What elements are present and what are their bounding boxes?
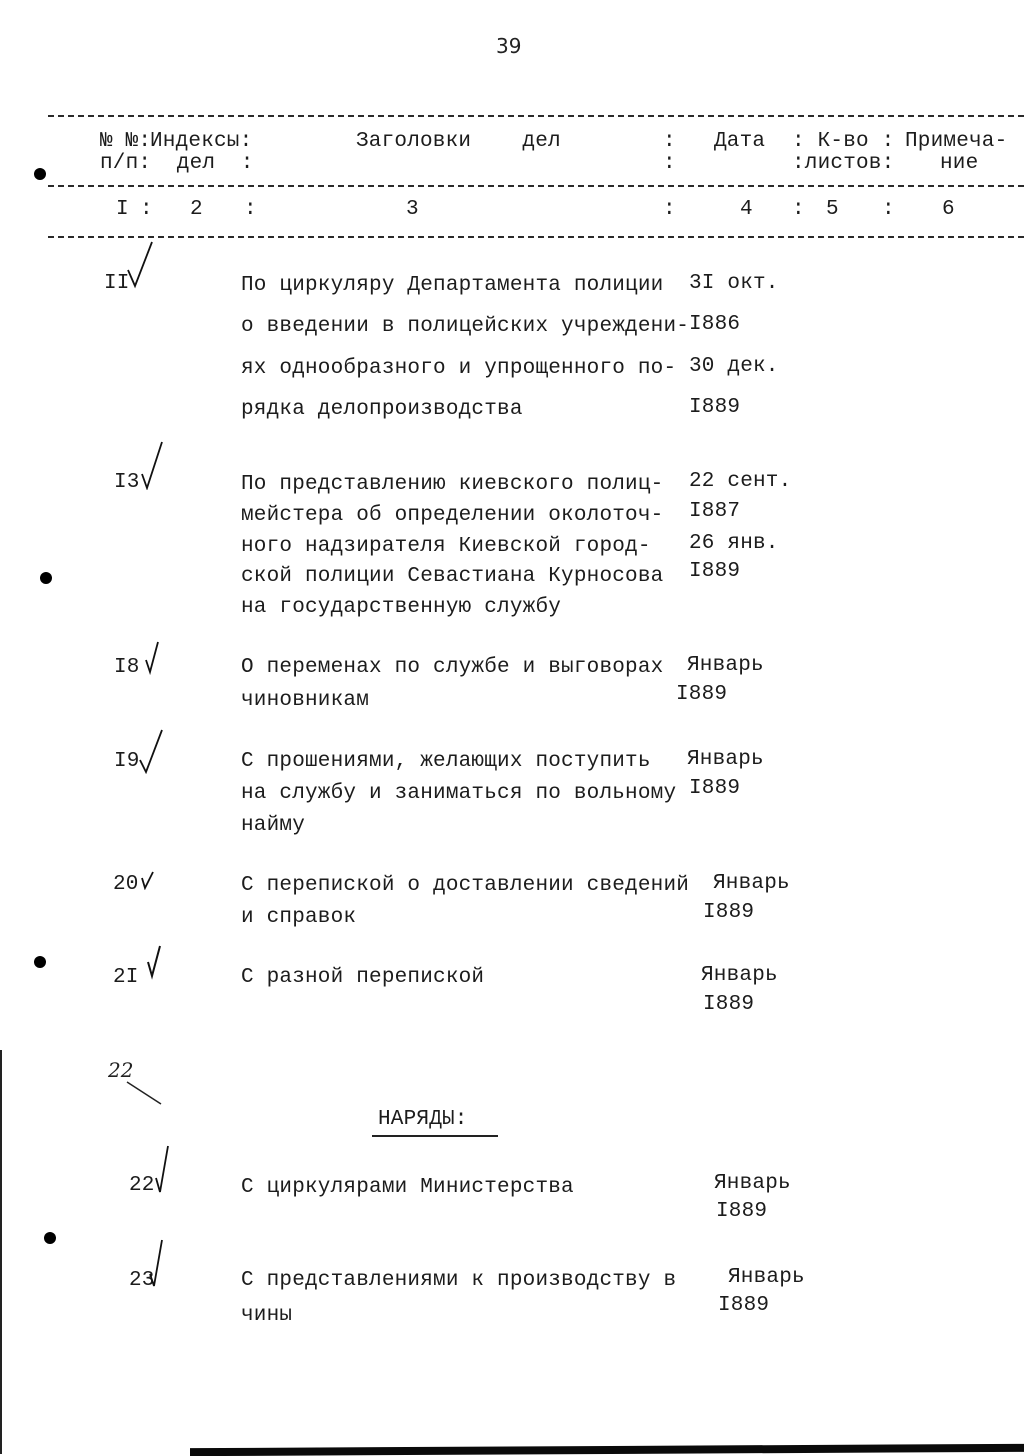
entry-title-line: найму	[241, 814, 306, 837]
scan-edge-bottom	[190, 1444, 1024, 1456]
checkmark-icon	[138, 728, 166, 774]
col-separator: :	[882, 198, 895, 221]
entry-date-line: Январь	[728, 1266, 805, 1289]
entry-date-line: 30 дек.	[689, 355, 779, 378]
entry-date-line: I887	[689, 500, 741, 523]
strikethrough-icon	[106, 1060, 167, 1113]
entry-title-line: С перепиской о доставлении сведений	[241, 874, 690, 897]
col-number-1: I	[116, 198, 129, 221]
entry-title-line: на государственную службу	[241, 596, 562, 619]
entry-date-line: Январь	[701, 964, 778, 987]
col-number-5: 5	[826, 198, 839, 221]
entry-title-line: о введении в полицейских учреждени-	[241, 315, 690, 338]
entry-number: 23	[129, 1269, 155, 1292]
entry-number: I9	[114, 750, 140, 773]
header-col5-line1: : К-во :	[792, 130, 895, 153]
entry-date-line: Январь	[713, 872, 790, 895]
entry-number: 22	[129, 1174, 155, 1197]
entry-title-line: рядка делопроизводства	[241, 398, 523, 421]
entry-date-line: Январь	[687, 654, 764, 677]
entry-title-line: По представлению киевского полиц-	[241, 473, 664, 496]
checkmark-icon	[154, 1144, 172, 1194]
entry-date-line: 26 янв.	[689, 532, 779, 555]
section-heading: НАРЯДЫ:	[378, 1108, 468, 1131]
entry-number: I8	[114, 656, 140, 679]
checkmark-icon	[126, 240, 156, 290]
header-col3-title: Заголовки дел	[356, 130, 561, 153]
entry-number: 20	[113, 873, 139, 896]
section-heading-underline	[372, 1135, 498, 1137]
header-col1-line2: п/п:	[100, 152, 152, 175]
checkmark-icon	[140, 440, 166, 490]
entry-title-line: ного надзирателя Киевской город-	[241, 535, 651, 558]
col-separator: :	[140, 198, 153, 221]
entry-title-line: чиновникам	[241, 689, 370, 712]
header-col6-line2: ние	[940, 152, 979, 175]
col-separator: :	[663, 198, 676, 221]
checkmark-icon	[141, 870, 155, 890]
entry-date-line: I886	[689, 313, 741, 336]
page-number: 39	[496, 34, 522, 58]
col-separator: :	[792, 198, 805, 221]
col-number-2: 2	[190, 198, 203, 221]
entry-date-line: I889	[703, 901, 755, 924]
scan-edge-left	[0, 1050, 2, 1454]
header-col5-line2: :листов:	[792, 152, 895, 175]
header-col2-line1: Индексы:	[150, 130, 253, 153]
header-mid-rule	[48, 185, 1024, 187]
entry-number: I3	[114, 471, 140, 494]
header-col1-line1: № №:	[100, 130, 152, 153]
entry-title-line: ях однообразного и упрощенного по-	[241, 357, 677, 380]
header-col2-line2: дел :	[164, 152, 254, 175]
checkmark-icon	[148, 1238, 166, 1288]
header-col6-line1: Примеча-	[905, 130, 1008, 153]
header-col4-title: Дата	[714, 130, 766, 153]
entry-title-line: мейстера об определении околоточ-	[241, 504, 664, 527]
header-col3-sep1: :	[663, 130, 676, 153]
entry-number: II	[104, 272, 130, 295]
entry-date-line: Январь	[714, 1172, 791, 1195]
entry-title-line: на службу и заниматься по вольному	[241, 782, 677, 805]
checkmark-icon	[146, 944, 164, 980]
punch-hole-dot	[40, 572, 52, 584]
entry-date-line: I889	[716, 1200, 768, 1223]
entry-title-line: чины	[241, 1304, 293, 1327]
entry-date-line: 22 сент.	[689, 470, 792, 493]
col-number-4: 4	[740, 198, 753, 221]
entry-title-line: и справок	[241, 906, 357, 929]
punch-hole-dot	[34, 168, 46, 180]
entry-title-line: ской полиции Севастиана Курносова	[241, 565, 664, 588]
entry-date-line: I889	[703, 993, 755, 1016]
entry-title-line: С циркулярами Министерства	[241, 1176, 574, 1199]
entry-date-line: I889	[718, 1294, 770, 1317]
entry-title-line: С разной перепиской	[241, 966, 485, 989]
punch-hole-dot	[34, 956, 46, 968]
col-number-3: 3	[406, 198, 419, 221]
header-top-rule	[48, 115, 1024, 117]
entry-date-line: I889	[689, 560, 741, 583]
punch-hole-dot	[44, 1232, 56, 1244]
header-bottom-rule	[48, 236, 1024, 238]
header-col3-sep2: :	[663, 152, 676, 175]
col-separator: :	[244, 198, 257, 221]
entry-number: 2I	[113, 966, 139, 989]
entry-date-line: Январь	[687, 748, 764, 771]
entry-title-line: С представлениями к производству в	[241, 1269, 677, 1292]
col-number-6: 6	[942, 198, 955, 221]
crossed-out-number: 22	[108, 1058, 134, 1082]
entry-title-line: По циркуляру Департамента полиции	[241, 274, 664, 297]
entry-date-line: I889	[676, 683, 728, 706]
entry-date-line: 3I окт.	[689, 272, 779, 295]
entry-title-line: О переменах по службе и выговорах	[241, 656, 664, 679]
checkmark-icon	[144, 640, 162, 676]
entry-date-line: I889	[689, 777, 741, 800]
entry-title-line: С прошениями, желающих поступить	[241, 750, 651, 773]
entry-date-line: I889	[689, 396, 741, 419]
